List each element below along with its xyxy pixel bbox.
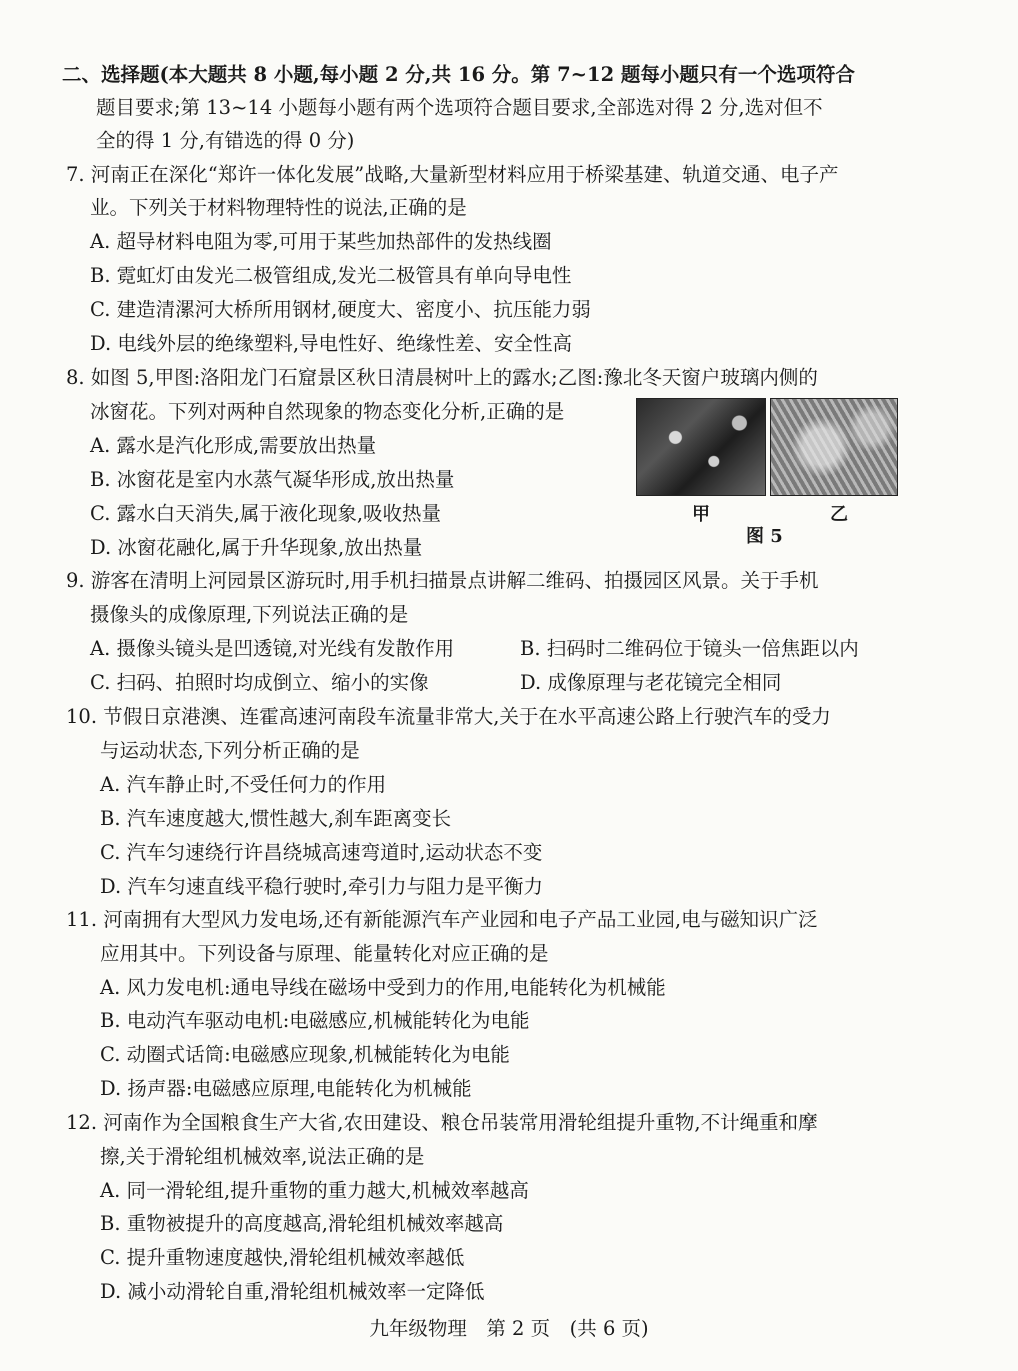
dew-on-leaves-photo bbox=[636, 398, 766, 496]
q8-stem-line-1: 8. 如图 5,甲图:洛阳龙门石窟景区秋日清晨树叶上的露水;乙图:豫北冬天窗户玻璃内侧的 bbox=[66, 366, 818, 389]
q7-stem-line-2: 业。下列关于材料物理特性的说法,正确的是 bbox=[90, 196, 467, 219]
q12-option-d: D. 减小动滑轮自重,滑轮组机械效率一定降低 bbox=[100, 1280, 485, 1303]
q10-option-c: C. 汽车匀速绕行许昌绕城高速弯道时,运动状态不变 bbox=[100, 841, 543, 864]
q7-option-d: D. 电线外层的绝缘塑料,导电性好、绝缘性差、安全性高 bbox=[90, 332, 573, 355]
figure-label-jia: 甲 bbox=[692, 504, 710, 525]
q11-option-a: A. 风力发电机:通电导线在磁场中受到力的作用,电能转化为机械能 bbox=[100, 976, 666, 999]
q12-option-c: C. 提升重物速度越快,滑轮组机械效率越低 bbox=[100, 1246, 465, 1269]
q11-option-c: C. 动圈式话筒:电磁感应现象,机械能转化为电能 bbox=[100, 1043, 510, 1066]
q8-option-b: B. 冰窗花是室内水蒸气凝华形成,放出热量 bbox=[90, 468, 455, 491]
section-header-line-3: 全的得 1 分,有错选的得 0 分) bbox=[96, 129, 355, 152]
q12-option-b: B. 重物被提升的高度越高,滑轮组机械效率越高 bbox=[100, 1212, 504, 1235]
q9-option-d: D. 成像原理与老花镜完全相同 bbox=[520, 671, 782, 694]
q7-option-a: A. 超导材料电阻为零,可用于某些加热部件的发热线圈 bbox=[90, 230, 552, 253]
q7-option-c: C. 建造清漯河大桥所用钢材,硬度大、密度小、抗压能力弱 bbox=[90, 298, 591, 321]
q9-option-b: B. 扫码时二维码位于镜头一倍焦距以内 bbox=[520, 637, 859, 660]
q12-option-a: A. 同一滑轮组,提升重物的重力越大,机械效率越高 bbox=[100, 1179, 529, 1202]
q10-option-a: A. 汽车静止时,不受任何力的作用 bbox=[100, 773, 387, 796]
q10-option-d: D. 汽车匀速直线平稳行驶时,牵引力与阻力是平衡力 bbox=[100, 875, 544, 898]
q8-option-c: C. 露水白天消失,属于液化现象,吸收热量 bbox=[90, 502, 442, 525]
section-header-line-2: 题目要求;第 13~14 小题每小题有两个选项符合题目要求,全部选对得 2 分,选对但不 bbox=[96, 96, 823, 119]
q11-stem-line-2: 应用其中。下列设备与原理、能量转化对应正确的是 bbox=[100, 942, 549, 965]
q10-stem-line-2: 与运动状态,下列分析正确的是 bbox=[100, 739, 360, 762]
section-header-line-1: 二、选择题(本大题共 8 小题,每小题 2 分,共 16 分。第 7~12 题每小题只有一个选项符合 bbox=[62, 63, 855, 86]
q10-stem-line-1: 10. 节假日京港澳、连霍高速河南段车流量非常大,关于在水平高速公路上行驶汽车的受力 bbox=[66, 705, 831, 728]
figure-caption: 图 5 bbox=[746, 526, 783, 547]
page-footer: 九年级物理 第 2 页 (共 6 页) bbox=[369, 1317, 649, 1340]
q9-option-c: C. 扫码、拍照时均成倒立、缩小的实像 bbox=[90, 671, 429, 694]
q7-option-b: B. 霓虹灯由发光二极管组成,发光二极管具有单向导电性 bbox=[90, 264, 572, 287]
window-frost-photo bbox=[770, 398, 898, 496]
q10-option-b: B. 汽车速度越大,惯性越大,刹车距离变长 bbox=[100, 807, 452, 830]
q11-stem-line-1: 11. 河南拥有大型风力发电场,还有新能源汽车产业园和电子产品工业园,电与磁知识广泛 bbox=[66, 908, 818, 931]
q9-option-a: A. 摄像头镜头是凹透镜,对光线有发散作用 bbox=[90, 637, 455, 660]
q12-stem-line-1: 12. 河南作为全国粮食生产大省,农田建设、粮仓吊装常用滑轮组提升重物,不计绳重和摩 bbox=[66, 1111, 818, 1134]
q8-option-d: D. 冰窗花融化,属于升华现象,放出热量 bbox=[90, 536, 423, 559]
figure-5 bbox=[636, 398, 898, 550]
q9-stem-line-1: 9. 游客在清明上河园景区游玩时,用手机扫描景点讲解二维码、拍摄园区风景。关于手机 bbox=[66, 569, 819, 592]
q12-stem-line-2: 擦,关于滑轮组机械效率,说法正确的是 bbox=[100, 1145, 425, 1168]
q11-option-d: D. 扬声器:电磁感应原理,电能转化为机械能 bbox=[100, 1077, 472, 1100]
q8-stem-line-2: 冰窗花。下列对两种自然现象的物态变化分析,正确的是 bbox=[90, 400, 565, 423]
q7-stem-line-1: 7. 河南正在深化“郑许一体化发展”战略,大量新型材料应用于桥梁基建、轨道交通、电子产 bbox=[66, 163, 839, 186]
q11-option-b: B. 电动汽车驱动电机:电磁感应,机械能转化为电能 bbox=[100, 1009, 530, 1032]
q8-option-a: A. 露水是汽化形成,需要放出热量 bbox=[90, 434, 377, 457]
q9-stem-line-2: 摄像头的成像原理,下列说法正确的是 bbox=[90, 603, 409, 626]
figure-label-yi: 乙 bbox=[830, 504, 848, 525]
